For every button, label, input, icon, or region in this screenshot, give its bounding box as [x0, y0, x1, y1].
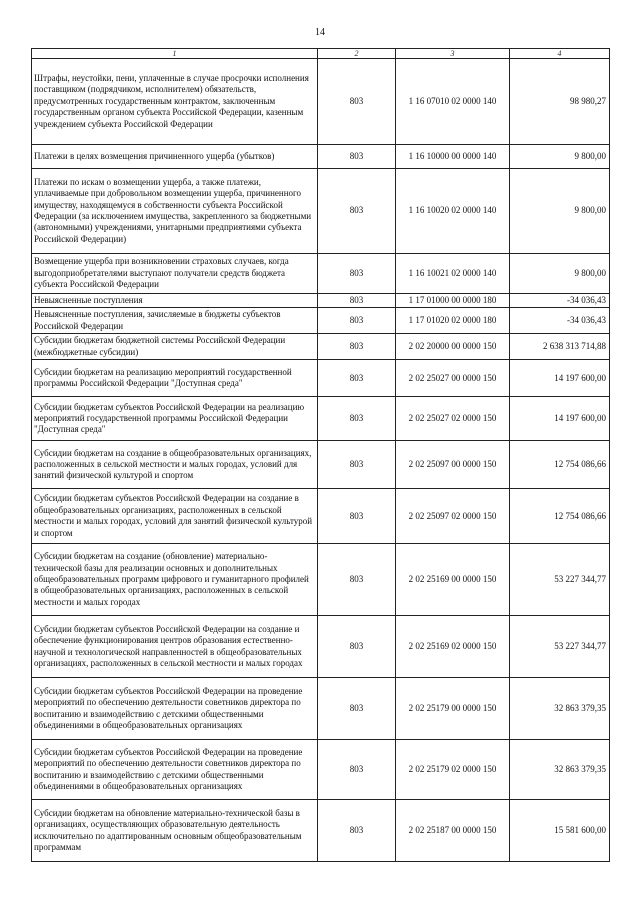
row-amount: 9 800,00: [510, 145, 610, 169]
row-name: Субсидии бюджетам субъектов Российской Федерации на проведение мероприятий по обеспечению деятельности советников директора по воспитанию и взаимодействию с детскими общественными объединениями в общеобразовательных организациях: [32, 740, 318, 800]
row-budget-code: 2 02 25097 02 0000 150: [396, 489, 510, 544]
row-admin-code: 803: [318, 360, 396, 397]
row-amount: 14 197 600,00: [510, 360, 610, 397]
row-name: Платежи по искам о возмещении ущерба, а также платежи, уплачиваемые при добровольном возмещении ущерба, причиненного имуществу, находящемуся в собственности субъекта Российской Федерации (за исключением имущества, закрепленного за бюджетными (автономными) учреждениями, унитарными предприятиями субъекта Российской Федерации): [32, 169, 318, 254]
row-amount: 9 800,00: [510, 169, 610, 254]
row-name: Невыясненные поступления, зачисляемые в бюджеты субъектов Российской Федерации: [32, 308, 318, 334]
column-number-4: 4: [510, 49, 610, 59]
column-number-2: 2: [318, 49, 396, 59]
table-row: [32, 397, 610, 441]
row-amount: 12 754 086,66: [510, 489, 610, 544]
row-admin-code: 803: [318, 397, 396, 441]
row-budget-code: 1 16 10021 02 0000 140: [396, 254, 510, 294]
row-budget-code: 1 17 01000 00 0000 180: [396, 294, 510, 308]
row-budget-code: 2 02 25179 02 0000 150: [396, 740, 510, 800]
row-name: Субсидии бюджетам субъектов Российской Федерации на реализацию мероприятий государственной программы Российской Федерации "Доступная среда": [32, 397, 318, 441]
row-amount: 9 800,00: [510, 254, 610, 294]
table-row: [32, 169, 610, 254]
column-number-1: 1: [32, 49, 318, 59]
row-admin-code: 803: [318, 489, 396, 544]
row-amount: 53 227 344,77: [510, 544, 610, 616]
row-admin-code: 803: [318, 334, 396, 360]
table-row: [32, 616, 610, 678]
row-amount: -34 036,43: [510, 294, 610, 308]
table-row: [32, 740, 610, 800]
table-row: [32, 308, 610, 334]
table-row: [32, 441, 610, 489]
row-admin-code: 803: [318, 800, 396, 862]
row-amount: -34 036,43: [510, 308, 610, 334]
row-name: Невыясненные поступления: [32, 294, 318, 308]
table-row: [32, 800, 610, 862]
page-number: 14: [315, 27, 325, 38]
row-admin-code: 803: [318, 544, 396, 616]
row-amount: 14 197 600,00: [510, 397, 610, 441]
row-name: Субсидии бюджетам на реализацию мероприятий государственной программы Российской Федерации "Доступная среда": [32, 360, 318, 397]
table-row: [32, 544, 610, 616]
row-budget-code: 2 02 20000 00 0000 150: [396, 334, 510, 360]
row-budget-code: 2 02 25169 00 0000 150: [396, 544, 510, 616]
row-admin-code: 803: [318, 169, 396, 254]
row-budget-code: 2 02 25169 02 0000 150: [396, 616, 510, 678]
row-budget-code: 1 16 10020 02 0000 140: [396, 169, 510, 254]
row-name: Штрафы, неустойки, пени, уплаченные в случае просрочки исполнения поставщиком (подрядчиком, исполнителем) обязательств, предусмотренных государственным контрактом, заключенным государственным органом субъекта Российской Федерации, казенным учреждением субъекта Российской Федерации: [32, 59, 318, 145]
row-admin-code: 803: [318, 145, 396, 169]
row-amount: 12 754 086,66: [510, 441, 610, 489]
row-amount: 32 863 379,35: [510, 740, 610, 800]
row-name: Субсидии бюджетам субъектов Российской Федерации на проведение мероприятий по обеспечению деятельности советников директора по воспитанию и взаимодействию с детскими общественными объединениями в общеобразовательных организациях: [32, 678, 318, 740]
table-row: [32, 145, 610, 169]
row-budget-code: 1 17 01020 02 0000 180: [396, 308, 510, 334]
table-row: [32, 678, 610, 740]
column-number-3: 3: [396, 49, 510, 59]
table-header-row: [32, 49, 610, 59]
row-budget-code: 2 02 25027 00 0000 150: [396, 360, 510, 397]
row-admin-code: 803: [318, 308, 396, 334]
revenue-table: [31, 48, 610, 862]
table-row: [32, 294, 610, 308]
row-name: Возмещение ущерба при возникновении страховых случаев, когда выгодоприобретателями выступают получатели средств бюджета субъекта Российской Федерации: [32, 254, 318, 294]
row-admin-code: 803: [318, 678, 396, 740]
row-name: Субсидии бюджетам на обновление материально-технической базы в организациях, осуществляющих образовательную деятельность исключительно по адаптированным основным общеобразовательным программам: [32, 800, 318, 862]
table-row: [32, 360, 610, 397]
row-admin-code: 803: [318, 254, 396, 294]
row-name: Субсидии бюджетам на создание в общеобразовательных организациях, расположенных в сельской местности и малых городах, условий для занятий физической культурой и спортом: [32, 441, 318, 489]
row-budget-code: 1 16 07010 02 0000 140: [396, 59, 510, 145]
row-amount: 32 863 379,35: [510, 678, 610, 740]
row-amount: 98 980,27: [510, 59, 610, 145]
row-admin-code: 803: [318, 294, 396, 308]
row-name: Субсидии бюджетам бюджетной системы Российской Федерации (межбюджетные субсидии): [32, 334, 318, 360]
row-admin-code: 803: [318, 59, 396, 145]
row-name: Платежи в целях возмещения причиненного ущерба (убытков): [32, 145, 318, 169]
row-admin-code: 803: [318, 441, 396, 489]
row-amount: 15 581 600,00: [510, 800, 610, 862]
row-name: Субсидии бюджетам на создание (обновление) материально-технической базы для реализации основных и дополнительных общеобразовательных программ цифрового и гуманитарного профилей в общеобразовательных организациях, расположенных в сельской местности и малых городах: [32, 544, 318, 616]
row-budget-code: 2 02 25179 00 0000 150: [396, 678, 510, 740]
row-budget-code: 2 02 25027 02 0000 150: [396, 397, 510, 441]
table-row: [32, 59, 610, 145]
row-amount: 53 227 344,77: [510, 616, 610, 678]
row-admin-code: 803: [318, 740, 396, 800]
row-admin-code: 803: [318, 616, 396, 678]
row-budget-code: 1 16 10000 00 0000 140: [396, 145, 510, 169]
row-name: Субсидии бюджетам субъектов Российской Федерации на создание и обеспечение функционирования центров образования естественно-научной и технологической направленностей в общеобразовательных организациях, расположенных в сельской местности и малых городах: [32, 616, 318, 678]
row-budget-code: 2 02 25097 00 0000 150: [396, 441, 510, 489]
table-row: [32, 334, 610, 360]
row-amount: 2 638 313 714,88: [510, 334, 610, 360]
table-row: [32, 254, 610, 294]
row-budget-code: 2 02 25187 00 0000 150: [396, 800, 510, 862]
row-name: Субсидии бюджетам субъектов Российской Федерации на создание в общеобразовательных организациях, расположенных в сельской местности и малых городах, условий для занятий физической культурой и спортом: [32, 489, 318, 544]
table-row: [32, 489, 610, 544]
